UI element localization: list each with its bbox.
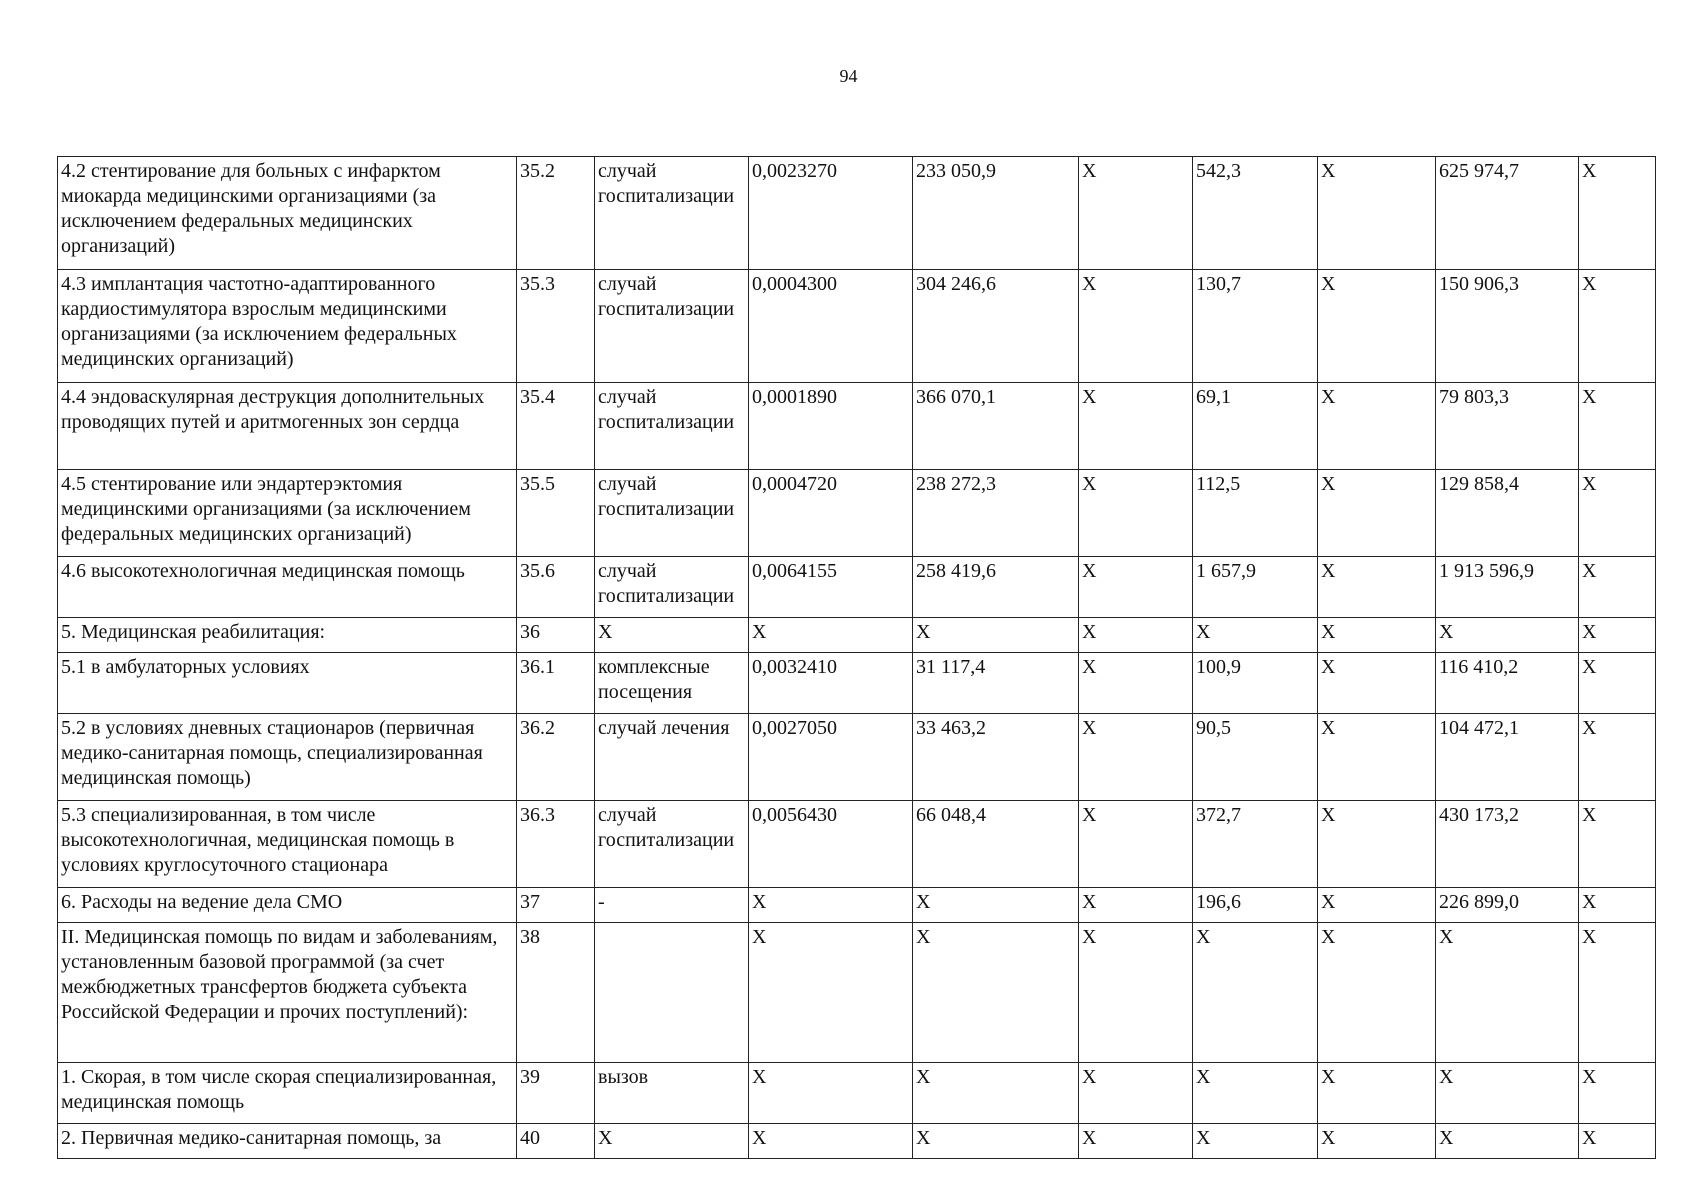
cell-standard: 0,0023270: [749, 157, 913, 270]
cell-row-number: 36.2: [517, 714, 595, 801]
cell-col8: X: [1318, 618, 1436, 653]
cell-col6: X: [1079, 270, 1193, 383]
cell-col8: X: [1318, 801, 1436, 888]
cell-standard: 0,0032410: [749, 653, 913, 714]
cell-cost: X: [913, 923, 1079, 1063]
cell-col9: 79 803,3: [1436, 383, 1579, 470]
cell-col8: X: [1318, 923, 1436, 1063]
cell-col10: X: [1579, 888, 1656, 923]
cell-col10: X: [1579, 1124, 1656, 1159]
page-number: 94: [839, 66, 858, 86]
cell-name: 6. Расходы на ведение дела СМО: [58, 888, 517, 923]
cell-row-number: 40: [517, 1124, 595, 1159]
cell-standard: 0,0001890: [749, 383, 913, 470]
cell-col6: X: [1079, 923, 1193, 1063]
cell-col9: 129 858,4: [1436, 470, 1579, 557]
cell-col8: X: [1318, 557, 1436, 618]
table-row: [58, 714, 1656, 801]
cell-standard: 0,0056430: [749, 801, 913, 888]
cell-col9: 625 974,7: [1436, 157, 1579, 270]
cell-col6: X: [1079, 888, 1193, 923]
cell-col6: X: [1079, 801, 1193, 888]
cell-col9: 1 913 596,9: [1436, 557, 1579, 618]
cell-col8: X: [1318, 1124, 1436, 1159]
cell-col10: X: [1579, 923, 1656, 1063]
cell-name: 4.2 стентирование для больных с инфарктом миокарда медицинскими организациями (за исключением федеральных медицинских организаций): [58, 157, 517, 270]
cell-cost: 233 050,9: [913, 157, 1079, 270]
cell-col8: X: [1318, 383, 1436, 470]
cell-unit: X: [595, 1124, 749, 1159]
cell-col8: X: [1318, 714, 1436, 801]
cell-col10: X: [1579, 801, 1656, 888]
cell-unit: случай госпитализации: [595, 557, 749, 618]
cell-unit: случай госпитализации: [595, 801, 749, 888]
cell-col6: X: [1079, 557, 1193, 618]
table-row: [58, 383, 1656, 470]
cell-row-number: 35.6: [517, 557, 595, 618]
cell-name: 5.2 в условиях дневных стационаров (первичная медико-санитарная помощь, специализированная медицинская помощь): [58, 714, 517, 801]
cell-unit: [595, 923, 749, 1063]
cell-cost: X: [913, 618, 1079, 653]
cell-row-number: 35.5: [517, 470, 595, 557]
cell-col7: 69,1: [1193, 383, 1318, 470]
cell-row-number: 39: [517, 1063, 595, 1124]
cell-col10: X: [1579, 714, 1656, 801]
cell-col9: 430 173,2: [1436, 801, 1579, 888]
cell-row-number: 36: [517, 618, 595, 653]
cell-unit: случай лечения: [595, 714, 749, 801]
cell-row-number: 38: [517, 923, 595, 1063]
cell-col8: X: [1318, 270, 1436, 383]
cell-col7: X: [1193, 1063, 1318, 1124]
cell-col6: X: [1079, 714, 1193, 801]
cell-col9: X: [1436, 923, 1579, 1063]
cell-unit: вызов: [595, 1063, 749, 1124]
cell-name: 1. Скорая, в том числе скорая специализированная, медицинская помощь: [58, 1063, 517, 1124]
cell-col9: X: [1436, 1124, 1579, 1159]
cell-cost: X: [913, 1124, 1079, 1159]
cell-unit: случай госпитализации: [595, 383, 749, 470]
table-row: [58, 888, 1656, 923]
cell-col7: 90,5: [1193, 714, 1318, 801]
cell-name: 5.3 специализированная, в том числе высокотехнологичная, медицинская помощь в условиях круглосуточного стационара: [58, 801, 517, 888]
cell-standard: 0,0027050: [749, 714, 913, 801]
cell-row-number: 36.1: [517, 653, 595, 714]
cell-col6: X: [1079, 383, 1193, 470]
cell-col6: X: [1079, 1124, 1193, 1159]
cell-col7: 100,9: [1193, 653, 1318, 714]
cell-col10: X: [1579, 1063, 1656, 1124]
cell-cost: X: [913, 888, 1079, 923]
cell-col7: 1 657,9: [1193, 557, 1318, 618]
cell-unit: -: [595, 888, 749, 923]
cell-unit: случай госпитализации: [595, 470, 749, 557]
table-row: [58, 470, 1656, 557]
cell-col7: 112,5: [1193, 470, 1318, 557]
cell-col7: X: [1193, 1124, 1318, 1159]
cell-col6: X: [1079, 470, 1193, 557]
cell-standard: X: [749, 888, 913, 923]
cell-unit: X: [595, 618, 749, 653]
cell-name: 4.5 стентирование или эндартерэктомия медицинскими организациями (за исключением федеральных медицинских организаций): [58, 470, 517, 557]
cell-col8: X: [1318, 1063, 1436, 1124]
cell-cost: 258 419,6: [913, 557, 1079, 618]
cell-col7: X: [1193, 923, 1318, 1063]
table-row: [58, 1124, 1656, 1159]
cell-col8: X: [1318, 470, 1436, 557]
cell-col10: X: [1579, 618, 1656, 653]
cell-standard: 0,0064155: [749, 557, 913, 618]
cell-standard: X: [749, 923, 913, 1063]
cell-standard: X: [749, 1063, 913, 1124]
cell-col10: X: [1579, 653, 1656, 714]
table-row: [58, 801, 1656, 888]
cell-col6: X: [1079, 653, 1193, 714]
cell-name: 5.1 в амбулаторных условиях: [58, 653, 517, 714]
cell-row-number: 35.2: [517, 157, 595, 270]
cell-cost: 238 272,3: [913, 470, 1079, 557]
cell-name: 5. Медицинская реабилитация:: [58, 618, 517, 653]
cell-name: II. Медицинская помощь по видам и заболеваниям, установленным базовой программой (за счет межбюджетных трансфертов бюджета субъекта Российской Федерации и прочих поступлений):: [58, 923, 517, 1063]
cell-col6: X: [1079, 618, 1193, 653]
cell-unit: случай госпитализации: [595, 157, 749, 270]
table-row: [58, 557, 1656, 618]
cell-col9: X: [1436, 1063, 1579, 1124]
table-row: [58, 270, 1656, 383]
cell-col10: X: [1579, 383, 1656, 470]
cell-unit: комплексные посещения: [595, 653, 749, 714]
table-body: [58, 157, 1656, 1159]
table-row: [58, 653, 1656, 714]
cell-col9: X: [1436, 618, 1579, 653]
cell-name: 2. Первичная медико-санитарная помощь, за: [58, 1124, 517, 1159]
cell-col7: 130,7: [1193, 270, 1318, 383]
data-table: [57, 156, 1656, 1159]
cell-col8: X: [1318, 888, 1436, 923]
table-row: [58, 923, 1656, 1063]
cell-standard: X: [749, 1124, 913, 1159]
cell-standard: 0,0004720: [749, 470, 913, 557]
cell-cost: 31 117,4: [913, 653, 1079, 714]
cell-standard: 0,0004300: [749, 270, 913, 383]
cell-col9: 116 410,2: [1436, 653, 1579, 714]
table-row: [58, 157, 1656, 270]
cell-col10: X: [1579, 157, 1656, 270]
cell-col10: X: [1579, 470, 1656, 557]
cell-col7: X: [1193, 618, 1318, 653]
cell-col8: X: [1318, 653, 1436, 714]
cell-standard: X: [749, 618, 913, 653]
cell-cost: 304 246,6: [913, 270, 1079, 383]
cell-unit: случай госпитализации: [595, 270, 749, 383]
cell-col9: 150 906,3: [1436, 270, 1579, 383]
cell-col6: X: [1079, 157, 1193, 270]
cell-col7: 542,3: [1193, 157, 1318, 270]
cell-col8: X: [1318, 157, 1436, 270]
cell-col7: 196,6: [1193, 888, 1318, 923]
cell-name: 4.6 высокотехнологичная медицинская помощь: [58, 557, 517, 618]
cell-col6: X: [1079, 1063, 1193, 1124]
cell-row-number: 36.3: [517, 801, 595, 888]
cell-name: 4.4 эндоваскулярная деструкция дополнительных проводящих путей и аритмогенных зон сердца: [58, 383, 517, 470]
cell-cost: 66 048,4: [913, 801, 1079, 888]
cell-col9: 226 899,0: [1436, 888, 1579, 923]
cell-cost: X: [913, 1063, 1079, 1124]
cell-cost: 33 463,2: [913, 714, 1079, 801]
cell-row-number: 35.3: [517, 270, 595, 383]
cell-col10: X: [1579, 557, 1656, 618]
cell-name: 4.3 имплантация частотно-адаптированного кардиостимулятора взрослым медицинскими организациями (за исключением федеральных медицинских организаций): [58, 270, 517, 383]
cell-row-number: 37: [517, 888, 595, 923]
cell-col10: X: [1579, 270, 1656, 383]
table-row: [58, 618, 1656, 653]
cell-col9: 104 472,1: [1436, 714, 1579, 801]
cell-cost: 366 070,1: [913, 383, 1079, 470]
cell-col7: 372,7: [1193, 801, 1318, 888]
cell-row-number: 35.4: [517, 383, 595, 470]
table-row: [58, 1063, 1656, 1124]
